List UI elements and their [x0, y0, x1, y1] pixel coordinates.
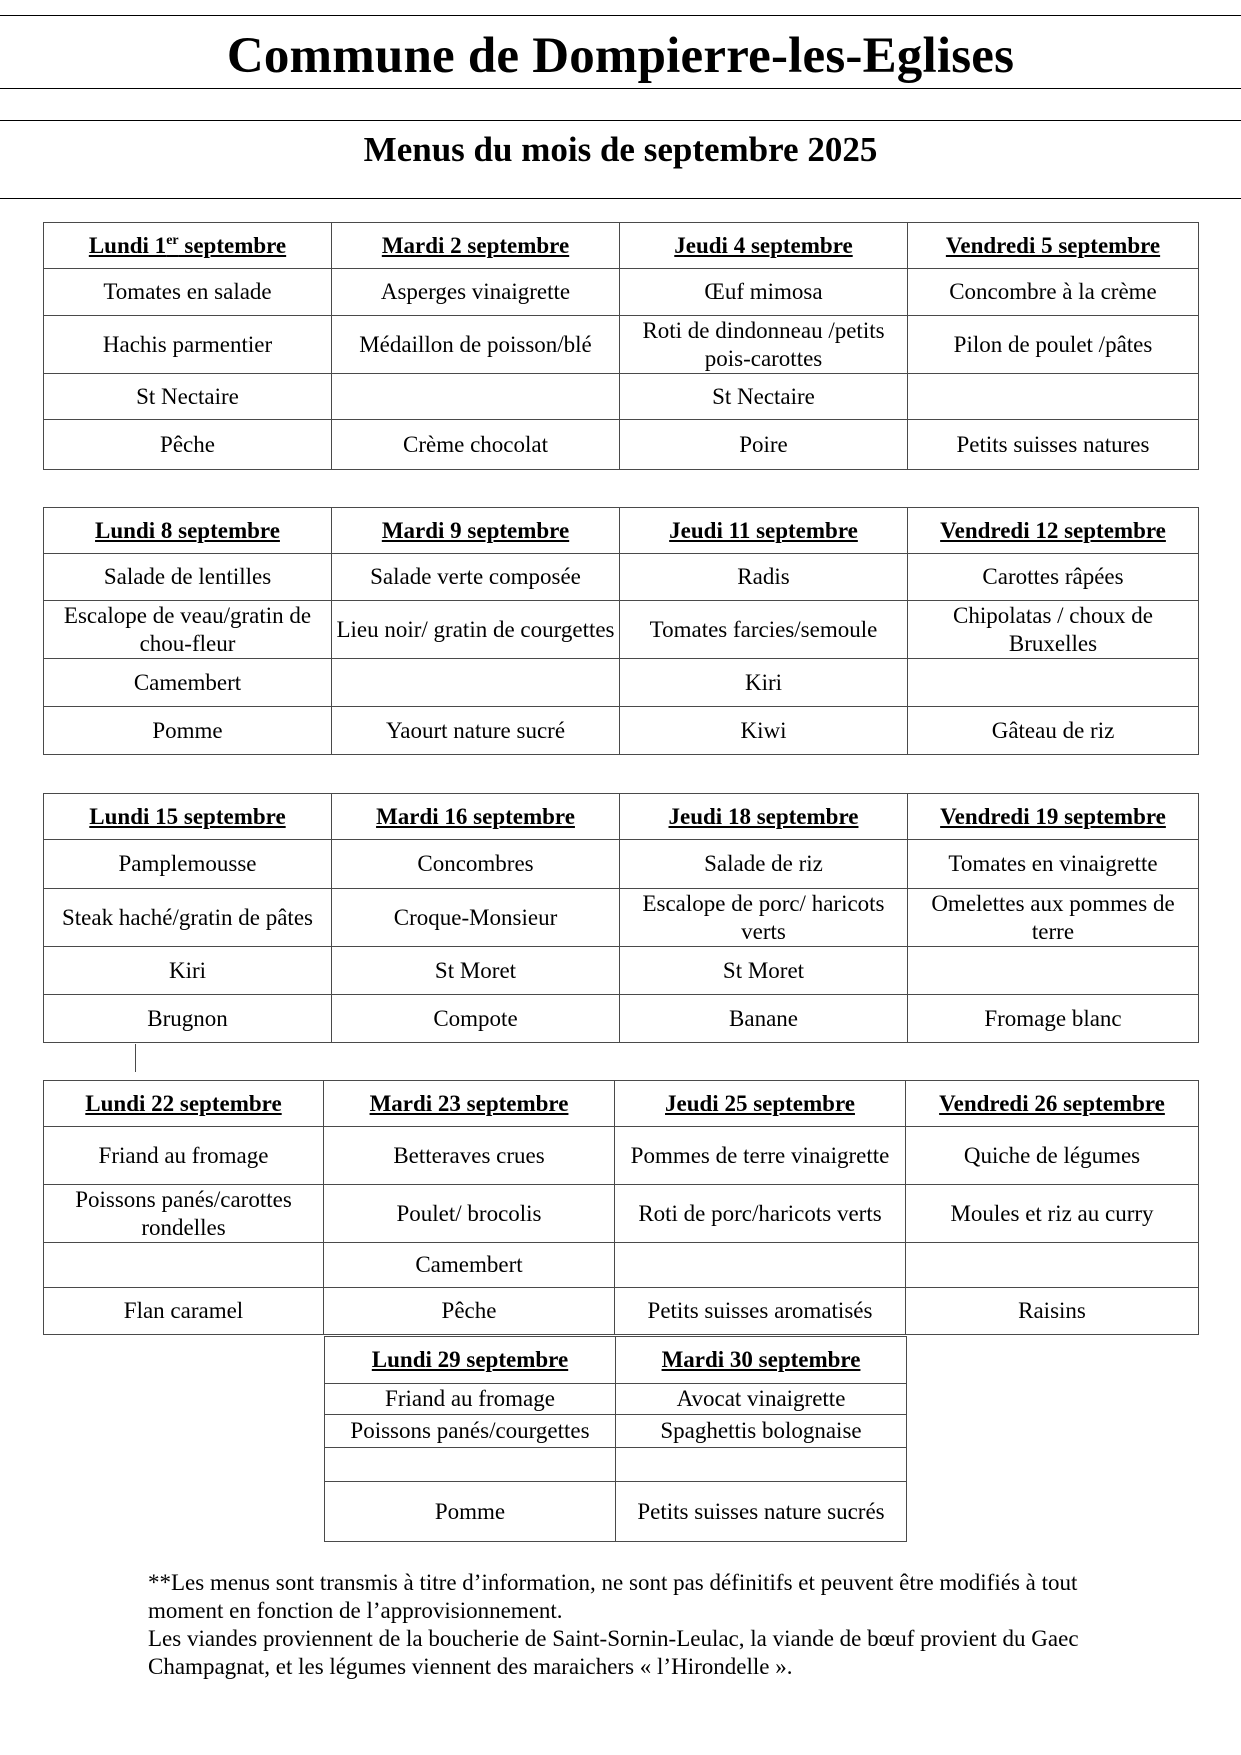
subtitle-rule-top	[0, 120, 1241, 121]
entree-cell: Salade verte composée	[332, 554, 620, 601]
day-header: Mardi 16 septembre	[332, 794, 620, 840]
fromage-cell: Kiri	[620, 659, 908, 707]
plat-cell: Steak haché/gratin de pâtes	[44, 889, 332, 947]
dessert-cell: Gâteau de riz	[908, 707, 1199, 755]
day-header: Mardi 9 septembre	[332, 508, 620, 554]
entree-cell: Friand au fromage	[325, 1384, 616, 1415]
day-header: Jeudi 11 septembre	[620, 508, 908, 554]
fromage-cell: St Moret	[332, 947, 620, 995]
fromage-cell: St Nectaire	[44, 374, 332, 420]
dessert-cell: Petits suisses nature sucrés	[616, 1482, 907, 1542]
entree-cell: Radis	[620, 554, 908, 601]
entree-cell: Pommes de terre vinaigrette	[615, 1127, 906, 1185]
entree-cell: Salade de lentilles	[44, 554, 332, 601]
entree-cell: Carottes râpées	[908, 554, 1199, 601]
fromage-cell	[906, 1243, 1199, 1288]
day-header: Vendredi 5 septembre	[908, 223, 1199, 269]
day-header: Mardi 2 septembre	[332, 223, 620, 269]
plat-cell: Tomates farcies/semoule	[620, 601, 908, 659]
entree-cell: Tomates en vinaigrette	[908, 840, 1199, 889]
plat-cell: Poulet/ brocolis	[324, 1185, 615, 1243]
plat-cell: Hachis parmentier	[44, 316, 332, 374]
fromage-cell	[332, 659, 620, 707]
entree-cell: Asperges vinaigrette	[332, 269, 620, 316]
plat-cell: Poissons panés/carottes rondelles	[44, 1185, 324, 1243]
day-header: Vendredi 12 septembre	[908, 508, 1199, 554]
plat-cell: Lieu noir/ gratin de courgettes	[332, 601, 620, 659]
dessert-cell: Pomme	[44, 707, 332, 755]
dessert-cell: Petits suisses natures	[908, 420, 1199, 470]
fromage-cell	[908, 659, 1199, 707]
fromage-cell: Camembert	[324, 1243, 615, 1288]
dessert-cell: Flan caramel	[44, 1288, 324, 1335]
dessert-cell: Crème chocolat	[332, 420, 620, 470]
fromage-cell	[615, 1243, 906, 1288]
day-header: Lundi 22 septembre	[44, 1081, 324, 1127]
fromage-cell: St Nectaire	[620, 374, 908, 420]
dessert-cell: Poire	[620, 420, 908, 470]
dessert-cell: Brugnon	[44, 995, 332, 1043]
day-header: Mardi 23 septembre	[324, 1081, 615, 1127]
plat-cell: Moules et riz au curry	[906, 1185, 1199, 1243]
day-header: Mardi 30 septembre	[616, 1337, 907, 1384]
fromage-cell	[616, 1448, 907, 1482]
entree-cell: Pamplemousse	[44, 840, 332, 889]
fromage-cell	[332, 374, 620, 420]
subtitle-rule-bottom	[0, 198, 1241, 199]
plat-cell: Médaillon de poisson/blé	[332, 316, 620, 374]
dessert-cell: Banane	[620, 995, 908, 1043]
fromage-cell: Kiri	[44, 947, 332, 995]
note-approvisionnement: **Les menus sont transmis à titre d’information, ne sont pas définitifs et peuvent être modifiés à tout moment en fonction de l’approvisionnement.	[148, 1570, 1078, 1623]
footer-note	[148, 1569, 1108, 1681]
dessert-cell: Raisins	[906, 1288, 1199, 1335]
title-rule-bottom	[0, 88, 1241, 89]
dessert-cell: Fromage blanc	[908, 995, 1199, 1043]
dessert-cell: Pêche	[44, 420, 332, 470]
entree-cell: Avocat vinaigrette	[616, 1384, 907, 1415]
entree-cell: Concombre à la crème	[908, 269, 1199, 316]
dessert-cell: Compote	[332, 995, 620, 1043]
plat-cell: Escalope de porc/ haricots verts	[620, 889, 908, 947]
entree-cell: Salade de riz	[620, 840, 908, 889]
day-header: Vendredi 26 septembre	[906, 1081, 1199, 1127]
top-rule	[0, 15, 1241, 16]
fromage-cell	[908, 374, 1199, 420]
dessert-cell: Petits suisses aromatisés	[615, 1288, 906, 1335]
entree-cell: Œuf mimosa	[620, 269, 908, 316]
entree-cell: Friand au fromage	[44, 1127, 324, 1185]
fromage-cell	[44, 1243, 324, 1288]
menu-subtitle: Menus du mois de septembre 2025	[363, 130, 878, 169]
fromage-cell	[908, 947, 1199, 995]
table-connector-line	[135, 1044, 136, 1072]
week-1-table	[43, 222, 1199, 470]
day-header: Lundi 1er septembre	[44, 223, 332, 269]
plat-cell: Pilon de poulet /pâtes	[908, 316, 1199, 374]
plat-cell: Roti de dindonneau /petits pois-carottes	[620, 316, 908, 374]
day-header: Jeudi 4 septembre	[620, 223, 908, 269]
entree-cell: Concombres	[332, 840, 620, 889]
commune-title: Commune de Dompierre-les-Eglises	[226, 28, 1015, 84]
fromage-cell	[325, 1448, 616, 1482]
plat-cell: Poissons panés/courgettes	[325, 1415, 616, 1448]
week-4-table	[43, 1080, 1199, 1335]
plat-cell: Omelettes aux pommes de terre	[908, 889, 1199, 947]
day-header: Jeudi 18 septembre	[620, 794, 908, 840]
week-2-table	[43, 507, 1199, 755]
plat-cell: Escalope de veau/gratin de chou-fleur	[44, 601, 332, 659]
entree-cell: Betteraves crues	[324, 1127, 615, 1185]
entree-cell: Quiche de légumes	[906, 1127, 1199, 1185]
day-header: Vendredi 19 septembre	[908, 794, 1199, 840]
fromage-cell: Camembert	[44, 659, 332, 707]
plat-cell: Chipolatas / choux de Bruxelles	[908, 601, 1199, 659]
dessert-cell: Pomme	[325, 1482, 616, 1542]
day-header: Jeudi 25 septembre	[615, 1081, 906, 1127]
week-3-table	[43, 793, 1199, 1043]
dessert-cell: Yaourt nature sucré	[332, 707, 620, 755]
plat-cell: Roti de porc/haricots verts	[615, 1185, 906, 1243]
note-provenance: Les viandes proviennent de la boucherie de Saint-Sornin-Leulac, la viande de bœuf provient du Gaec Champagnat, et les légumes viennent des maraichers « l’Hirondelle ».	[148, 1626, 1079, 1679]
day-header: Lundi 8 septembre	[44, 508, 332, 554]
fromage-cell: St Moret	[620, 947, 908, 995]
day-header: Lundi 29 septembre	[325, 1337, 616, 1384]
entree-cell: Tomates en salade	[44, 269, 332, 316]
plat-cell: Croque-Monsieur	[332, 889, 620, 947]
dessert-cell: Kiwi	[620, 707, 908, 755]
week-5-table	[324, 1336, 907, 1542]
day-header: Lundi 15 septembre	[44, 794, 332, 840]
dessert-cell: Pêche	[324, 1288, 615, 1335]
plat-cell: Spaghettis bolognaise	[616, 1415, 907, 1448]
